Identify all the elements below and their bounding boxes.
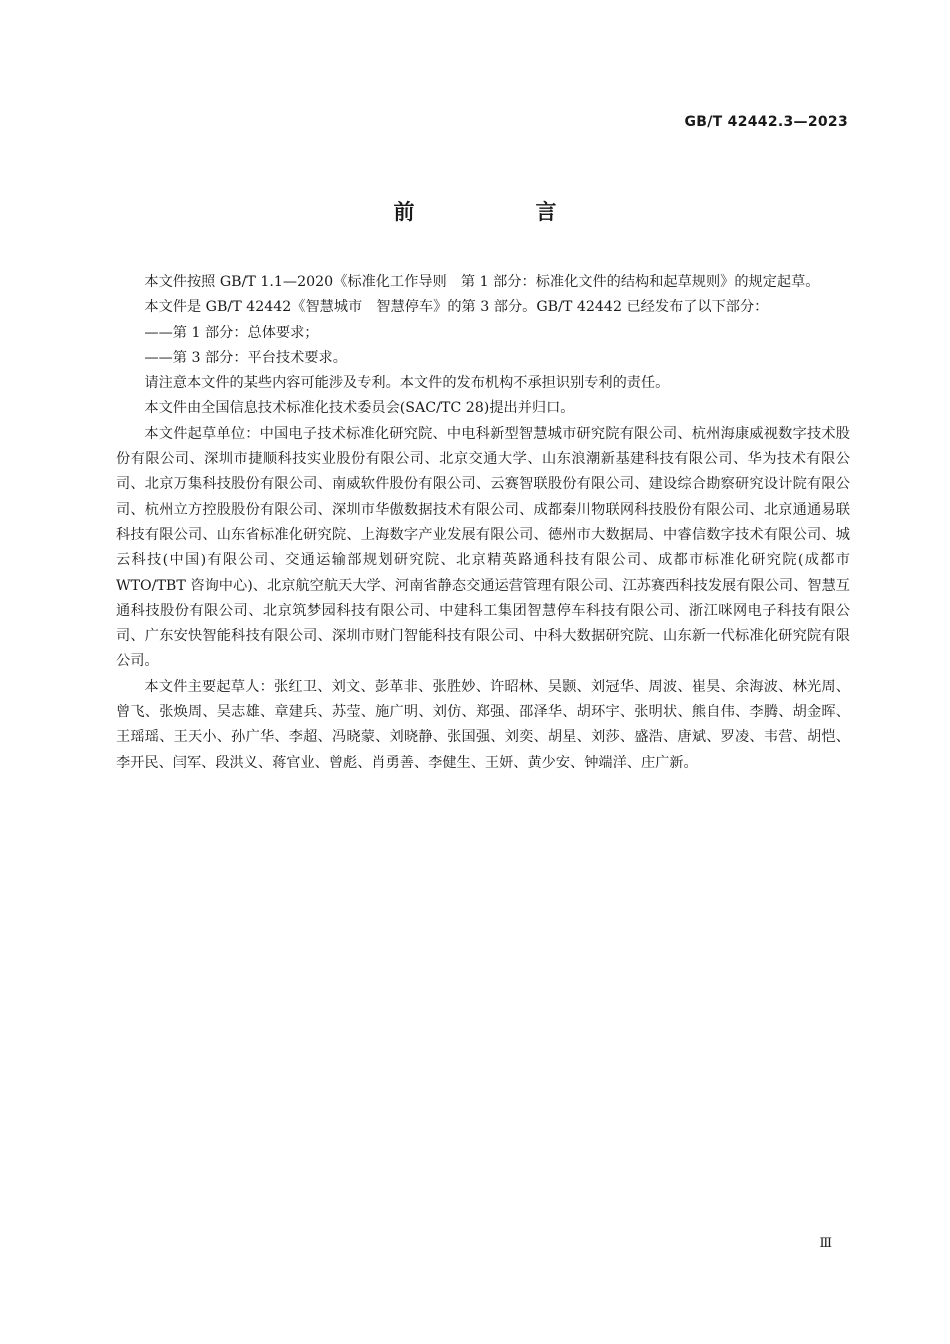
list-item-part-3: ——第 3 部分：平台技术要求。 [144, 349, 347, 366]
page-title: 前 言 [393, 200, 607, 224]
list-item-part-1: ——第 1 部分：总体要求； [144, 324, 319, 341]
paragraph-drafting-units: 本文件起草单位：中国电子技术标准化研究院、中电科新型智慧城市研究院有限公司、杭州海康威视数字技术股份有限公司、深圳市捷顺科技实业股份有限公司、北京交通大学、山东浪潮新基建科技有限公司、华为技术有限公司、北京万集科技股份有限公司、南威软件股份有限公司、云赛智联股份有限公司、建设综合勘察研究设计院有限公司、杭州立方控股股份有限公司、深圳市华傲数据技术有限公司、成都秦川物联网科技股份有限公司、北京通通易联科技有限公司、山东省标准化研究院、上海数字产业发展有限公司、德州市大数据局、中睿信数字技术有限公司、城云科技(中国)有限公司、交通运输部规划研究院、北京精英路通科技有限公司、成都市标准化研究院(成都市 WTO/TBT 咨询中心)、北京航空航天大学、河南省静态交通运营管理有限公司、江苏赛西科技发展有限公司、智慧互通科技股份有限公司、北京筑梦园科技有限公司、中建科工集团智慧停车科技有限公司、浙江咪网电子科技有限公司、广东安快智能科技有限公司、深圳市财门智能科技有限公司、中科大数据研究院、山东新一代标准化研究院有限公司。 [116, 425, 850, 670]
page-number: Ⅲ [819, 1236, 832, 1251]
paragraph-drafters: 本文件主要起草人：张红卫、刘文、彭革非、张胜妙、许昭林、吴颢、刘冠华、周波、崔昊、余海波、林光周、曾飞、张焕周、吴志雄、章建兵、苏莹、施广明、刘仿、郑强、邵泽华、胡环宇、张明状、熊自伟、李腾、胡金晖、王瑶瑶、王天小、孙广华、李超、冯晓蒙、刘晓静、张国强、刘奕、胡星、刘莎、盛浩、唐斌、罗凌、韦营、胡恺、李开民、闫军、段洪义、蒋官业、曾彪、肖勇善、李健生、王妍、黄少安、钟端洋、庄广新。 [116, 678, 850, 771]
paragraph-patent-notice: 请注意本文件的某些内容可能涉及专利。本文件的发布机构不承担识别专利的责任。 [144, 375, 670, 392]
paragraph-series-intro: 本文件是 GB/T 42442《智慧城市 智慧停车》的第 3 部分。GB/T 42442 已经发布了以下部分： [144, 299, 769, 316]
standard-code: GB/T 42442.3—2023 [684, 114, 848, 130]
paragraph-proposer: 本文件由全国信息技术标准化技术委员会(SAC/TC 28)提出并归口。 [144, 400, 575, 417]
foreword-body [116, 270, 850, 776]
paragraph-drafting-rules: 本文件按照 GB/T 1.1—2020《标准化工作导则 第 1 部分：标准化文件的结构和起草规则》的规定起草。 [144, 274, 820, 290]
